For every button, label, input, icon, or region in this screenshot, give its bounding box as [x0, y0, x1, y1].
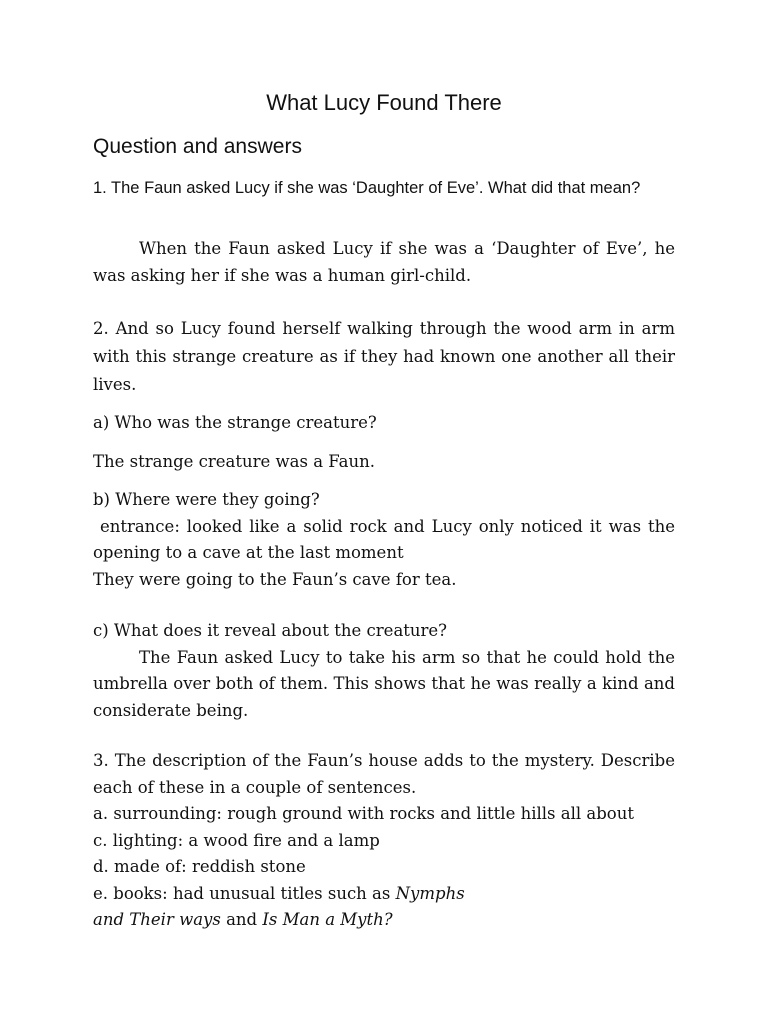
question-2b: b) Where were they going? [93, 490, 320, 509]
question-3-prompt: 3. The description of the Faun’s house adds to the mystery. Describe each of these in a couple of sentences. [93, 751, 675, 797]
books-prefix: e. books: had unusual titles such as [93, 883, 396, 903]
answer-2b: They were going to the Faun’s cave for tea. [93, 569, 457, 589]
answer-2a: The strange creature was a Faun. [93, 452, 375, 471]
section-heading: Question and answers [93, 135, 302, 158]
answer-3c: c. lighting: a wood fire and a lamp [93, 830, 380, 850]
book-title-1: Nymphs and Their ways [93, 883, 465, 929]
question-2a: a) Who was the strange creature? [93, 413, 377, 432]
question-2c-group [93, 618, 675, 724]
answer-1: When the Faun asked Lucy if she was a ‘Daughter of Eve’, he was asking her if she was a human girl-child. [93, 239, 675, 285]
answer-2c: The Faun asked Lucy to take his arm so that he could hold the umbrella over both of them. This shows that he was really a kind and considerate being. [93, 647, 675, 720]
answer-3d: d. made of: reddish stone [93, 857, 306, 876]
answer-3a: a. surrounding: rough ground with rocks and little hills all about [93, 804, 634, 823]
question-3-group [93, 748, 675, 934]
books-and: and [220, 910, 263, 929]
question-2b-group [93, 487, 681, 593]
question-1: 1. The Faun asked Lucy if she was ‘Daughter of Eve’. What did that mean? [93, 179, 641, 197]
question-2c: c) What does it reveal about the creature? [93, 621, 448, 640]
book-title-2: Is Man a Myth? [262, 910, 393, 929]
question-2-prompt: 2. And so Lucy found herself walking through the wood arm in arm with this strange creature as if they had known one another all their lives. [93, 319, 675, 394]
note-2b: entrance: looked like a solid rock and Lucy only noticed it was the opening to a cave at the last moment [93, 516, 681, 562]
answer-3e [93, 881, 493, 934]
page-title: What Lucy Found There [266, 90, 502, 115]
